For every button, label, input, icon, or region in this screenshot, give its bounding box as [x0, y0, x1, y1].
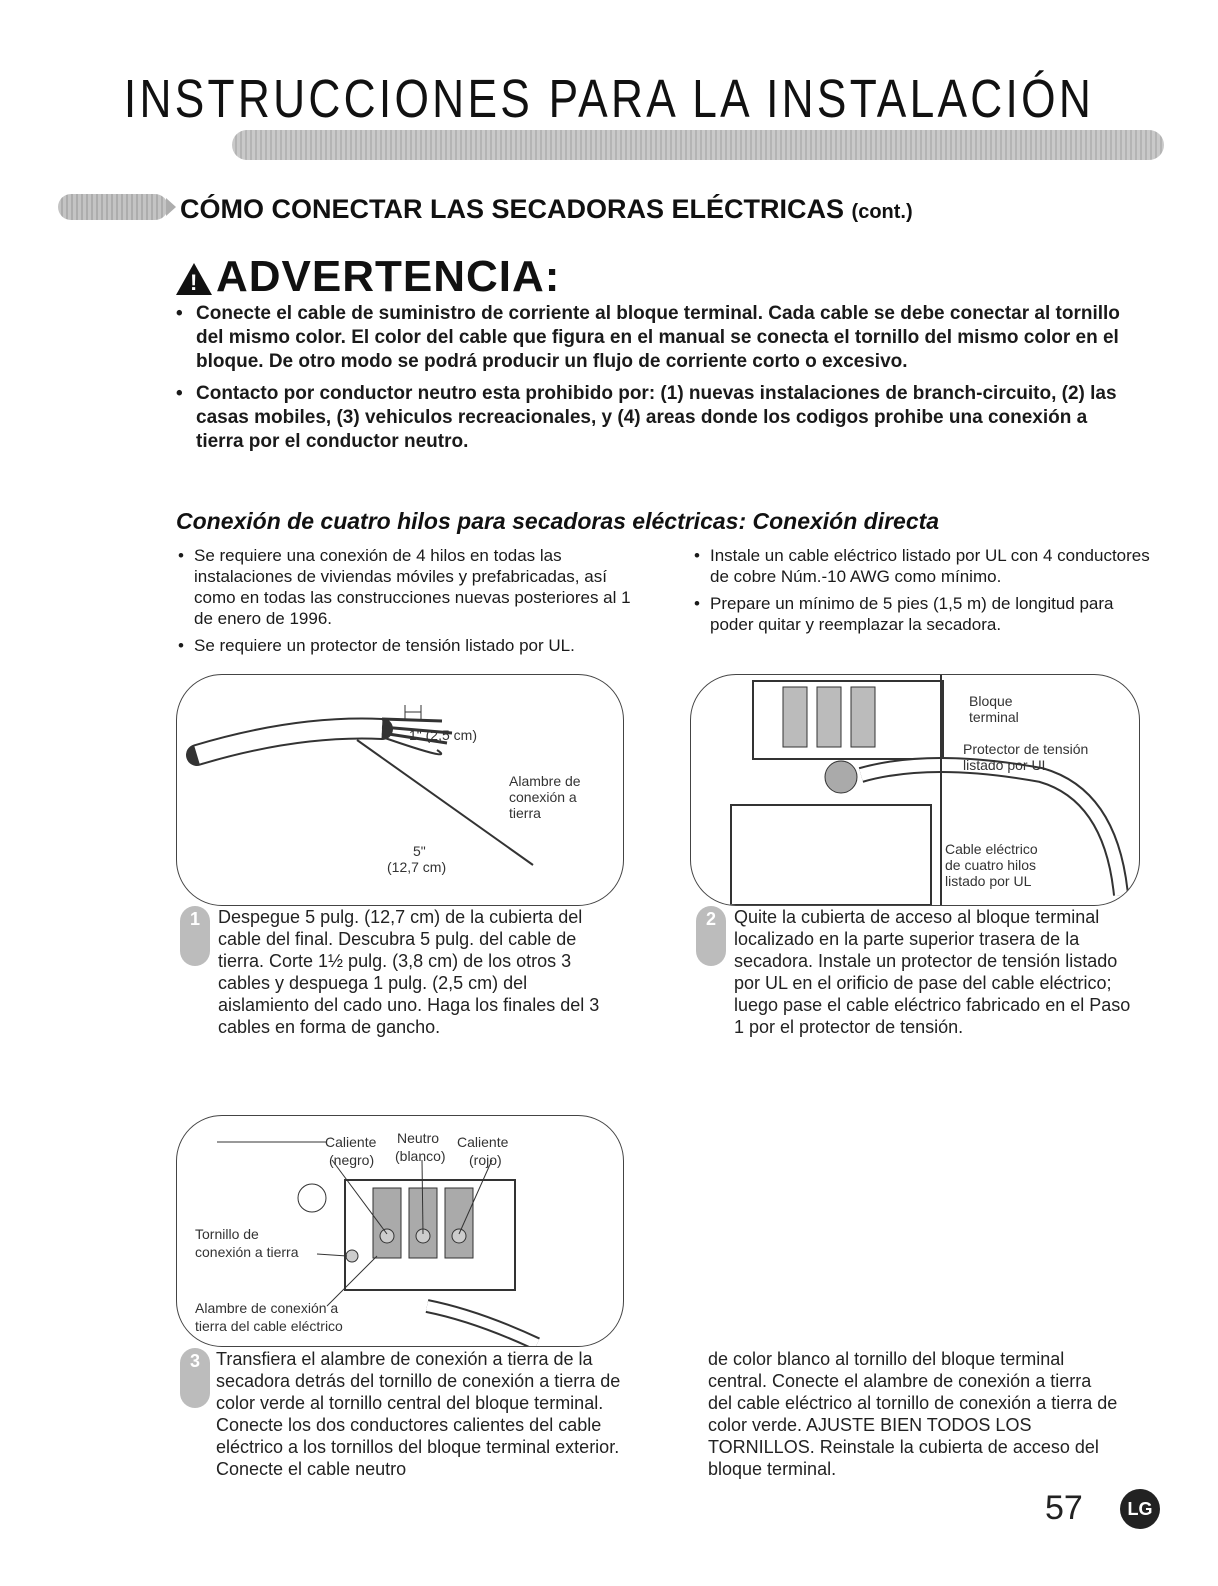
label-1in: 1" (2,5 cm) — [409, 727, 477, 743]
terminal-block-illustration — [691, 675, 1139, 905]
warning-heading-text: ADVERTENCIA: — [216, 252, 561, 301]
label-wire-2: tierra del cable eléctrico — [195, 1318, 343, 1334]
left-bullets — [176, 545, 636, 662]
label-neutral-color: (blanco) — [395, 1148, 446, 1164]
list-item: • Prepare un mínimo de 5 pies (1,5 m) de longitud para poder quitar y reemplazar la secadora. — [692, 593, 1152, 635]
label-hot1: Caliente — [325, 1134, 377, 1150]
warning-item: • Contacto por conductor neutro esta prohibido por: (1) nuevas instalaciones de branch-circuito, (2) las casas mobiles, (3) vehiculos recreacionales, y (4) areas donde los codigos prohibe una conexión a tierra por el conductor neutro. — [176, 382, 1136, 454]
right-bullets — [692, 545, 1152, 641]
step-text-3: Transfiera el alambre de conexión a tierra de la secadora detrás del tornillo de conexión a tierra de color verde al tornillo central del bloque terminal. Conecte los dos conductores calientes del cable eléctrico a los tornillos del bloque terminal exterior. Conecte el cable neutro — [216, 1349, 621, 1479]
page-title: INSTRUCCIONES PARA LA INSTALACIÓN — [123, 69, 1095, 129]
step-badge-2: 2 — [696, 906, 726, 966]
label-strain-2: listado por UL — [963, 757, 1050, 773]
label-ground-1: Alambre de — [509, 773, 581, 789]
figure-wiring — [176, 1115, 624, 1347]
lg-logo-icon: LG — [1120, 1489, 1160, 1529]
figure-stripped-cable — [176, 674, 624, 906]
label-screw-2: conexión a tierra — [195, 1244, 299, 1260]
section-title-main: CÓMO CONECTAR LAS SECADORAS ELÉCTRICAS — [180, 194, 845, 224]
label-cable-3: listado por UL — [945, 873, 1032, 889]
step-badge-1: 1 — [180, 906, 210, 966]
label-block-1: Bloque — [969, 693, 1013, 709]
label-5in-cm: (12,7 cm) — [387, 859, 447, 875]
label-ground-2: conexión a — [509, 789, 577, 805]
subsection-heading: Conexión de cuatro hilos para secadoras eléctricas: Conexión directa — [176, 508, 940, 534]
warning-heading — [176, 252, 560, 302]
figure-terminal-block — [690, 674, 1140, 906]
label-cable-1: Cable eléctrico — [945, 841, 1038, 857]
warning-triangle-icon — [176, 263, 212, 295]
step-badge-3: 3 — [180, 1348, 210, 1408]
step-text-2: Quite la cubierta de acceso al bloque terminal localizado en la parte superior trasera de la secadora. Instale un protector de tensión listado por UL en el orificio de pase del cable eléctrico; luego pase el cable eléctrico fabricado en el Paso 1 por el protector de tensión. — [734, 907, 1131, 1037]
label-neutral: Neutro — [397, 1130, 440, 1146]
title-decorative-bar — [232, 130, 1164, 160]
label-block-2: terminal — [969, 709, 1019, 725]
page-number: 57 — [1045, 1489, 1083, 1527]
section-title — [180, 194, 913, 225]
label-hot2-color: (rojo) — [469, 1152, 502, 1168]
label-hot2: Caliente — [457, 1134, 509, 1150]
label-screw-1: Tornillo de — [195, 1226, 259, 1242]
warning-list — [176, 302, 1136, 462]
label-cable-2: de cuatro hilos — [945, 857, 1037, 873]
step-text-3-continued: de color blanco al tornillo del bloque terminal central. Conecte el alambre de conexión a tierra del cable eléctrico al tornillo de conexión a tierra de color verde. AJUSTE BIEN TODOS LOS TORNILLOS. Reinstale la cubierta de acceso del bloque terminal. — [708, 1349, 1118, 1479]
label-strain-1: Protector de tensión — [963, 741, 1089, 757]
list-item: • Se requiere una conexión de 4 hilos en todas las instalaciones de viviendas móviles y prefabricadas, así como en todas las construcciones nuevas posteriores al 1 de enero de 1996. — [176, 545, 636, 629]
list-item: • Se requiere un protector de tensión listado por UL. — [176, 635, 636, 656]
label-5in: 5" — [413, 843, 426, 859]
step-text-1: Despegue 5 pulg. (12,7 cm) de la cubierta del cable del final. Descubra 5 pulg. del cable de tierra. Corte 1½ pulg. (3,8 cm) de los otros 3 cables y despuega 1 pulg. (2,5 cm) del aislamiento del cado uno. Haga los finales del 3 cables en forma de gancho. — [218, 907, 600, 1037]
warning-item: • Conecte el cable de suministro de corriente al bloque terminal. Cada cable se debe conectar al tornillo del mismo color. El color del cable que figura en el manual se conecta el tornillo del mismo color en el bloque. De otro modo se podrá producir un flujo de corriente corto o excesivo. — [176, 302, 1136, 374]
section-title-suffix: (cont.) — [851, 201, 913, 223]
label-hot1-color: (negro) — [329, 1152, 375, 1168]
list-item: • Instale un cable eléctrico listado por UL con 4 conductores de cobre Núm.-10 AWG como mínimo. — [692, 545, 1152, 587]
label-ground-3: tierra — [509, 805, 541, 821]
label-wire-1: Alambre de conexión a — [195, 1300, 339, 1316]
section-marker — [58, 194, 168, 220]
